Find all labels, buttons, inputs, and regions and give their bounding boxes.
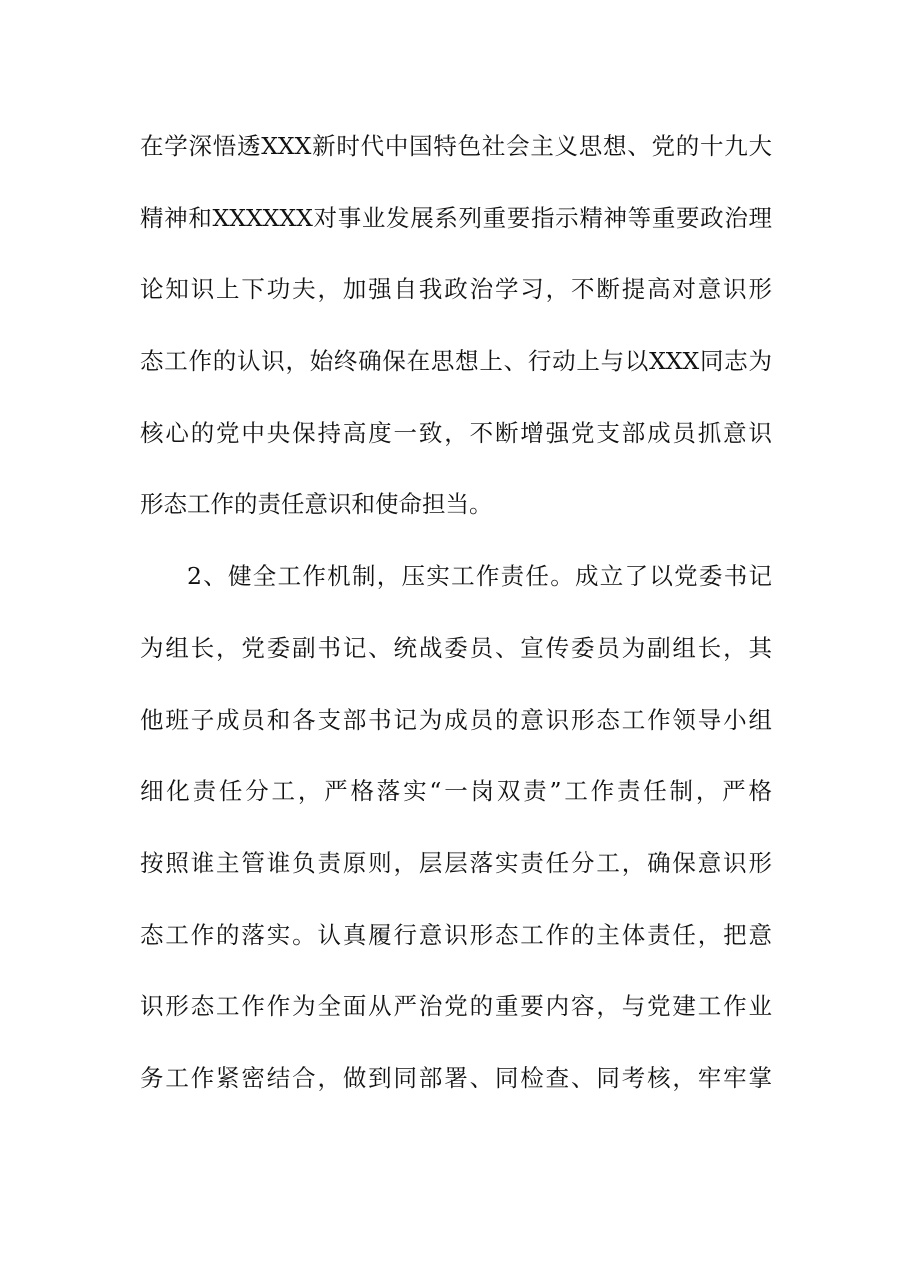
text-line: 务工作紧密结合，做到同部署、同检查、同考核，牢牢掌 bbox=[140, 1063, 772, 1092]
text-line: 在学深悟透XXX新时代中国特色社会主义思想、党的十九大 bbox=[140, 132, 772, 160]
paragraph-start-line: 2、健全工作机制，压实工作责任。成立了以党委书记 bbox=[187, 562, 772, 591]
text-line: 细化责任分工，严格落实“一岗双责”工作责任制，严格 bbox=[140, 777, 772, 806]
text-line: 态工作的落实。认真履行意识形态工作的主体责任，把意 bbox=[140, 920, 772, 949]
text-line: 他班子成员和各支部书记为成员的意识形态工作领导小组 bbox=[140, 705, 772, 734]
text-line: 为组长，党委副书记、统战委员、宣传委员为副组长，其 bbox=[140, 633, 772, 662]
text-line: 核心的党中央保持高度一致，不断增强党支部成员抓意识 bbox=[140, 418, 772, 447]
text-line: 形态工作的责任意识和使命担当。 bbox=[140, 490, 493, 519]
text-line: 态工作的认识，始终确保在思想上、行动上与以XXX同志为 bbox=[140, 347, 772, 376]
text-line: 论知识上下功夫，加强自我政治学习，不断提高对意识形 bbox=[140, 275, 772, 304]
text-line: 精神和XXXXXX对事业发展系列重要指示精神等重要政治理 bbox=[140, 203, 772, 232]
body-text bbox=[140, 124, 772, 1128]
text-line: 按照谁主管谁负责原则，层层落实责任分工，确保意识形 bbox=[140, 848, 772, 877]
text-line: 识形态工作作为全面从严治党的重要内容，与党建工作业 bbox=[140, 992, 772, 1021]
